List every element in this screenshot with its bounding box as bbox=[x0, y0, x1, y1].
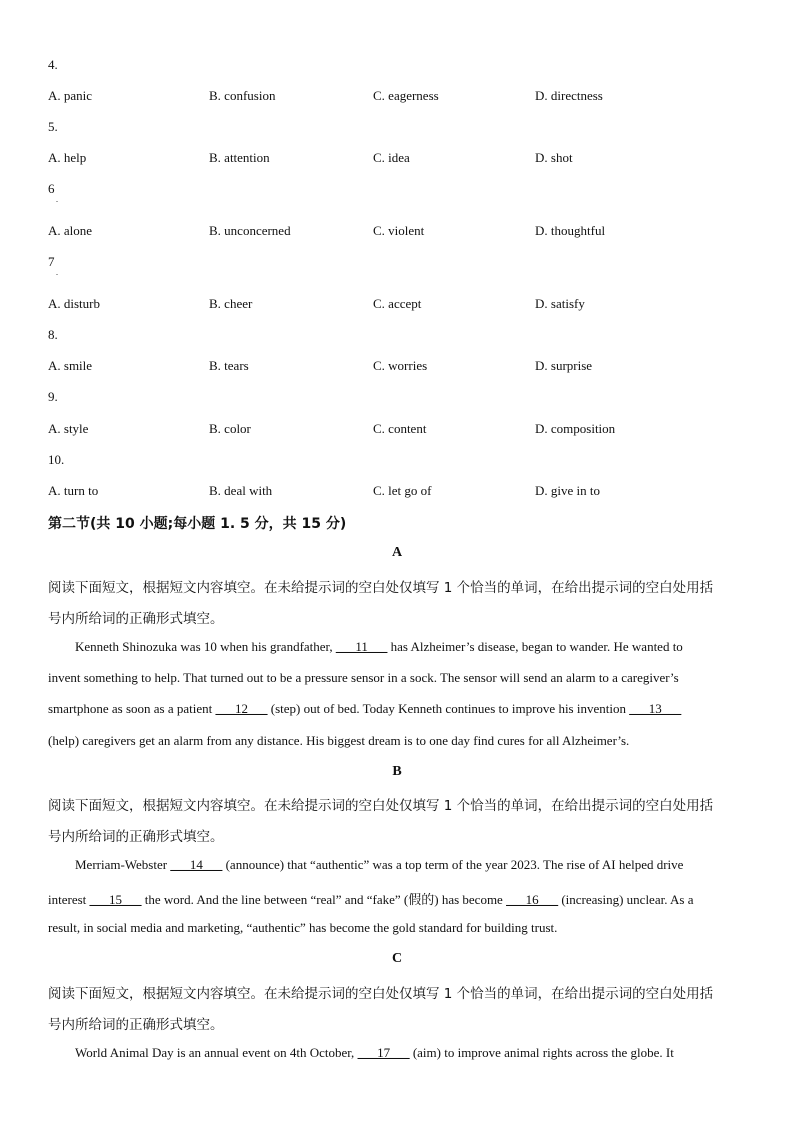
blank-11[interactable]: ___11___ bbox=[335, 639, 388, 654]
option-d[interactable]: D. shot bbox=[535, 150, 573, 165]
option-d[interactable]: D. surprise bbox=[535, 358, 593, 373]
blank-14[interactable]: ___14___ bbox=[170, 857, 223, 872]
option-d[interactable]: D. satisfy bbox=[535, 296, 585, 311]
option-b[interactable]: B. confusion bbox=[209, 88, 276, 103]
question-number: 9. bbox=[48, 389, 58, 404]
option-a[interactable]: A. alone bbox=[48, 223, 93, 238]
question-number: 7 bbox=[48, 254, 55, 269]
blank-15[interactable]: ___15___ bbox=[89, 892, 142, 907]
instruction-line-2: 号内所给词的正确形式填空。 bbox=[48, 1017, 224, 1033]
passage-line: World Animal Day is an annual event on 4th October, ___17___ (aim) to improve animal rights across the globe. It bbox=[75, 1045, 674, 1060]
blank-12[interactable]: ___12___ bbox=[215, 701, 268, 716]
instruction-line-2: 号内所给词的正确形式填空。 bbox=[48, 829, 224, 845]
blank-16[interactable]: ___16___ bbox=[506, 892, 559, 907]
option-a[interactable]: A. disturb bbox=[48, 296, 100, 311]
option-c[interactable]: C. content bbox=[373, 421, 427, 436]
dot-mark: . bbox=[56, 195, 58, 204]
option-a[interactable]: A. panic bbox=[48, 88, 93, 103]
question-number: 6 bbox=[48, 181, 55, 196]
passage-line: result, in social media and marketing, “authentic” has become the gold standard for building trust. bbox=[48, 920, 558, 935]
option-d[interactable]: D. thoughtful bbox=[535, 223, 606, 238]
passage-line: Merriam-Webster ___14___ (announce) that “authentic” was a top term of the year 2023. The rise of AI helped drive bbox=[75, 857, 684, 872]
dot-mark: . bbox=[56, 268, 58, 277]
option-a[interactable]: A. turn to bbox=[48, 483, 99, 498]
passage-line: Kenneth Shinozuka was 10 when his grandfather, ___11___ has Alzheimer’s disease, began to wander. He wanted to bbox=[75, 639, 683, 654]
passage-line: interest ___15___ the word. And the line between “real” and “fake” (假的) has become ___16___ (increasing) unclear. As a bbox=[48, 892, 694, 907]
option-c[interactable]: C. eagerness bbox=[373, 88, 439, 103]
option-b[interactable]: B. tears bbox=[209, 358, 249, 373]
section-label: A bbox=[391, 545, 403, 560]
part2-heading: 第二节(共 10 小题;每小题 1. 5 分，共 15 分) bbox=[48, 516, 347, 532]
option-b[interactable]: B. color bbox=[209, 421, 251, 436]
option-c[interactable]: C. let go of bbox=[373, 483, 432, 498]
passage-line: smartphone as soon as a patient ___12___ (step) out of bed. Today Kenneth continues to improve his invention ___13___ bbox=[48, 701, 682, 716]
question-number: 10. bbox=[48, 452, 65, 467]
option-c[interactable]: C. accept bbox=[373, 296, 422, 311]
option-a[interactable]: A. smile bbox=[48, 358, 93, 373]
question-number: 5. bbox=[48, 119, 58, 134]
option-d[interactable]: D. directness bbox=[535, 88, 603, 103]
option-b[interactable]: B. cheer bbox=[209, 296, 253, 311]
instruction-line-1: 阅读下面短文，根据短文内容填空。在未给提示词的空白处仅填写 1 个恰当的单词，在给出提示词的空白处用括 bbox=[48, 986, 714, 1002]
option-b[interactable]: B. deal with bbox=[209, 483, 273, 498]
option-c[interactable]: C. worries bbox=[373, 358, 428, 373]
option-c[interactable]: C. idea bbox=[373, 150, 410, 165]
option-a[interactable]: A. style bbox=[48, 421, 89, 436]
passage-line: (help) caregivers get an alarm from any distance. His biggest dream is to one day find cures for all Alzheimer’s. bbox=[48, 733, 630, 748]
question-number: 4. bbox=[48, 57, 58, 72]
option-c[interactable]: C. violent bbox=[373, 223, 425, 238]
option-b[interactable]: B. unconcerned bbox=[209, 223, 291, 238]
passage-line: invent something to help. That turned out to be a pressure sensor in a sock. The sensor will send an alarm to a caregiver’s bbox=[48, 670, 679, 685]
question-number: 8. bbox=[48, 327, 58, 342]
instruction-line-1: 阅读下面短文，根据短文内容填空。在未给提示词的空白处仅填写 1 个恰当的单词，在给出提示词的空白处用括 bbox=[48, 798, 714, 814]
blank-17[interactable]: ___17___ bbox=[357, 1045, 410, 1060]
option-b[interactable]: B. attention bbox=[209, 150, 270, 165]
option-d[interactable]: D. give in to bbox=[535, 483, 600, 498]
option-d[interactable]: D. composition bbox=[535, 421, 616, 436]
blank-13[interactable]: ___13___ bbox=[629, 701, 682, 716]
section-label: C bbox=[391, 951, 403, 966]
instruction-line-1: 阅读下面短文，根据短文内容填空。在未给提示词的空白处仅填写 1 个恰当的单词，在给出提示词的空白处用括 bbox=[48, 580, 714, 596]
option-a[interactable]: A. help bbox=[48, 150, 87, 165]
section-label: B bbox=[392, 764, 402, 779]
instruction-line-2: 号内所给词的正确形式填空。 bbox=[48, 611, 224, 627]
